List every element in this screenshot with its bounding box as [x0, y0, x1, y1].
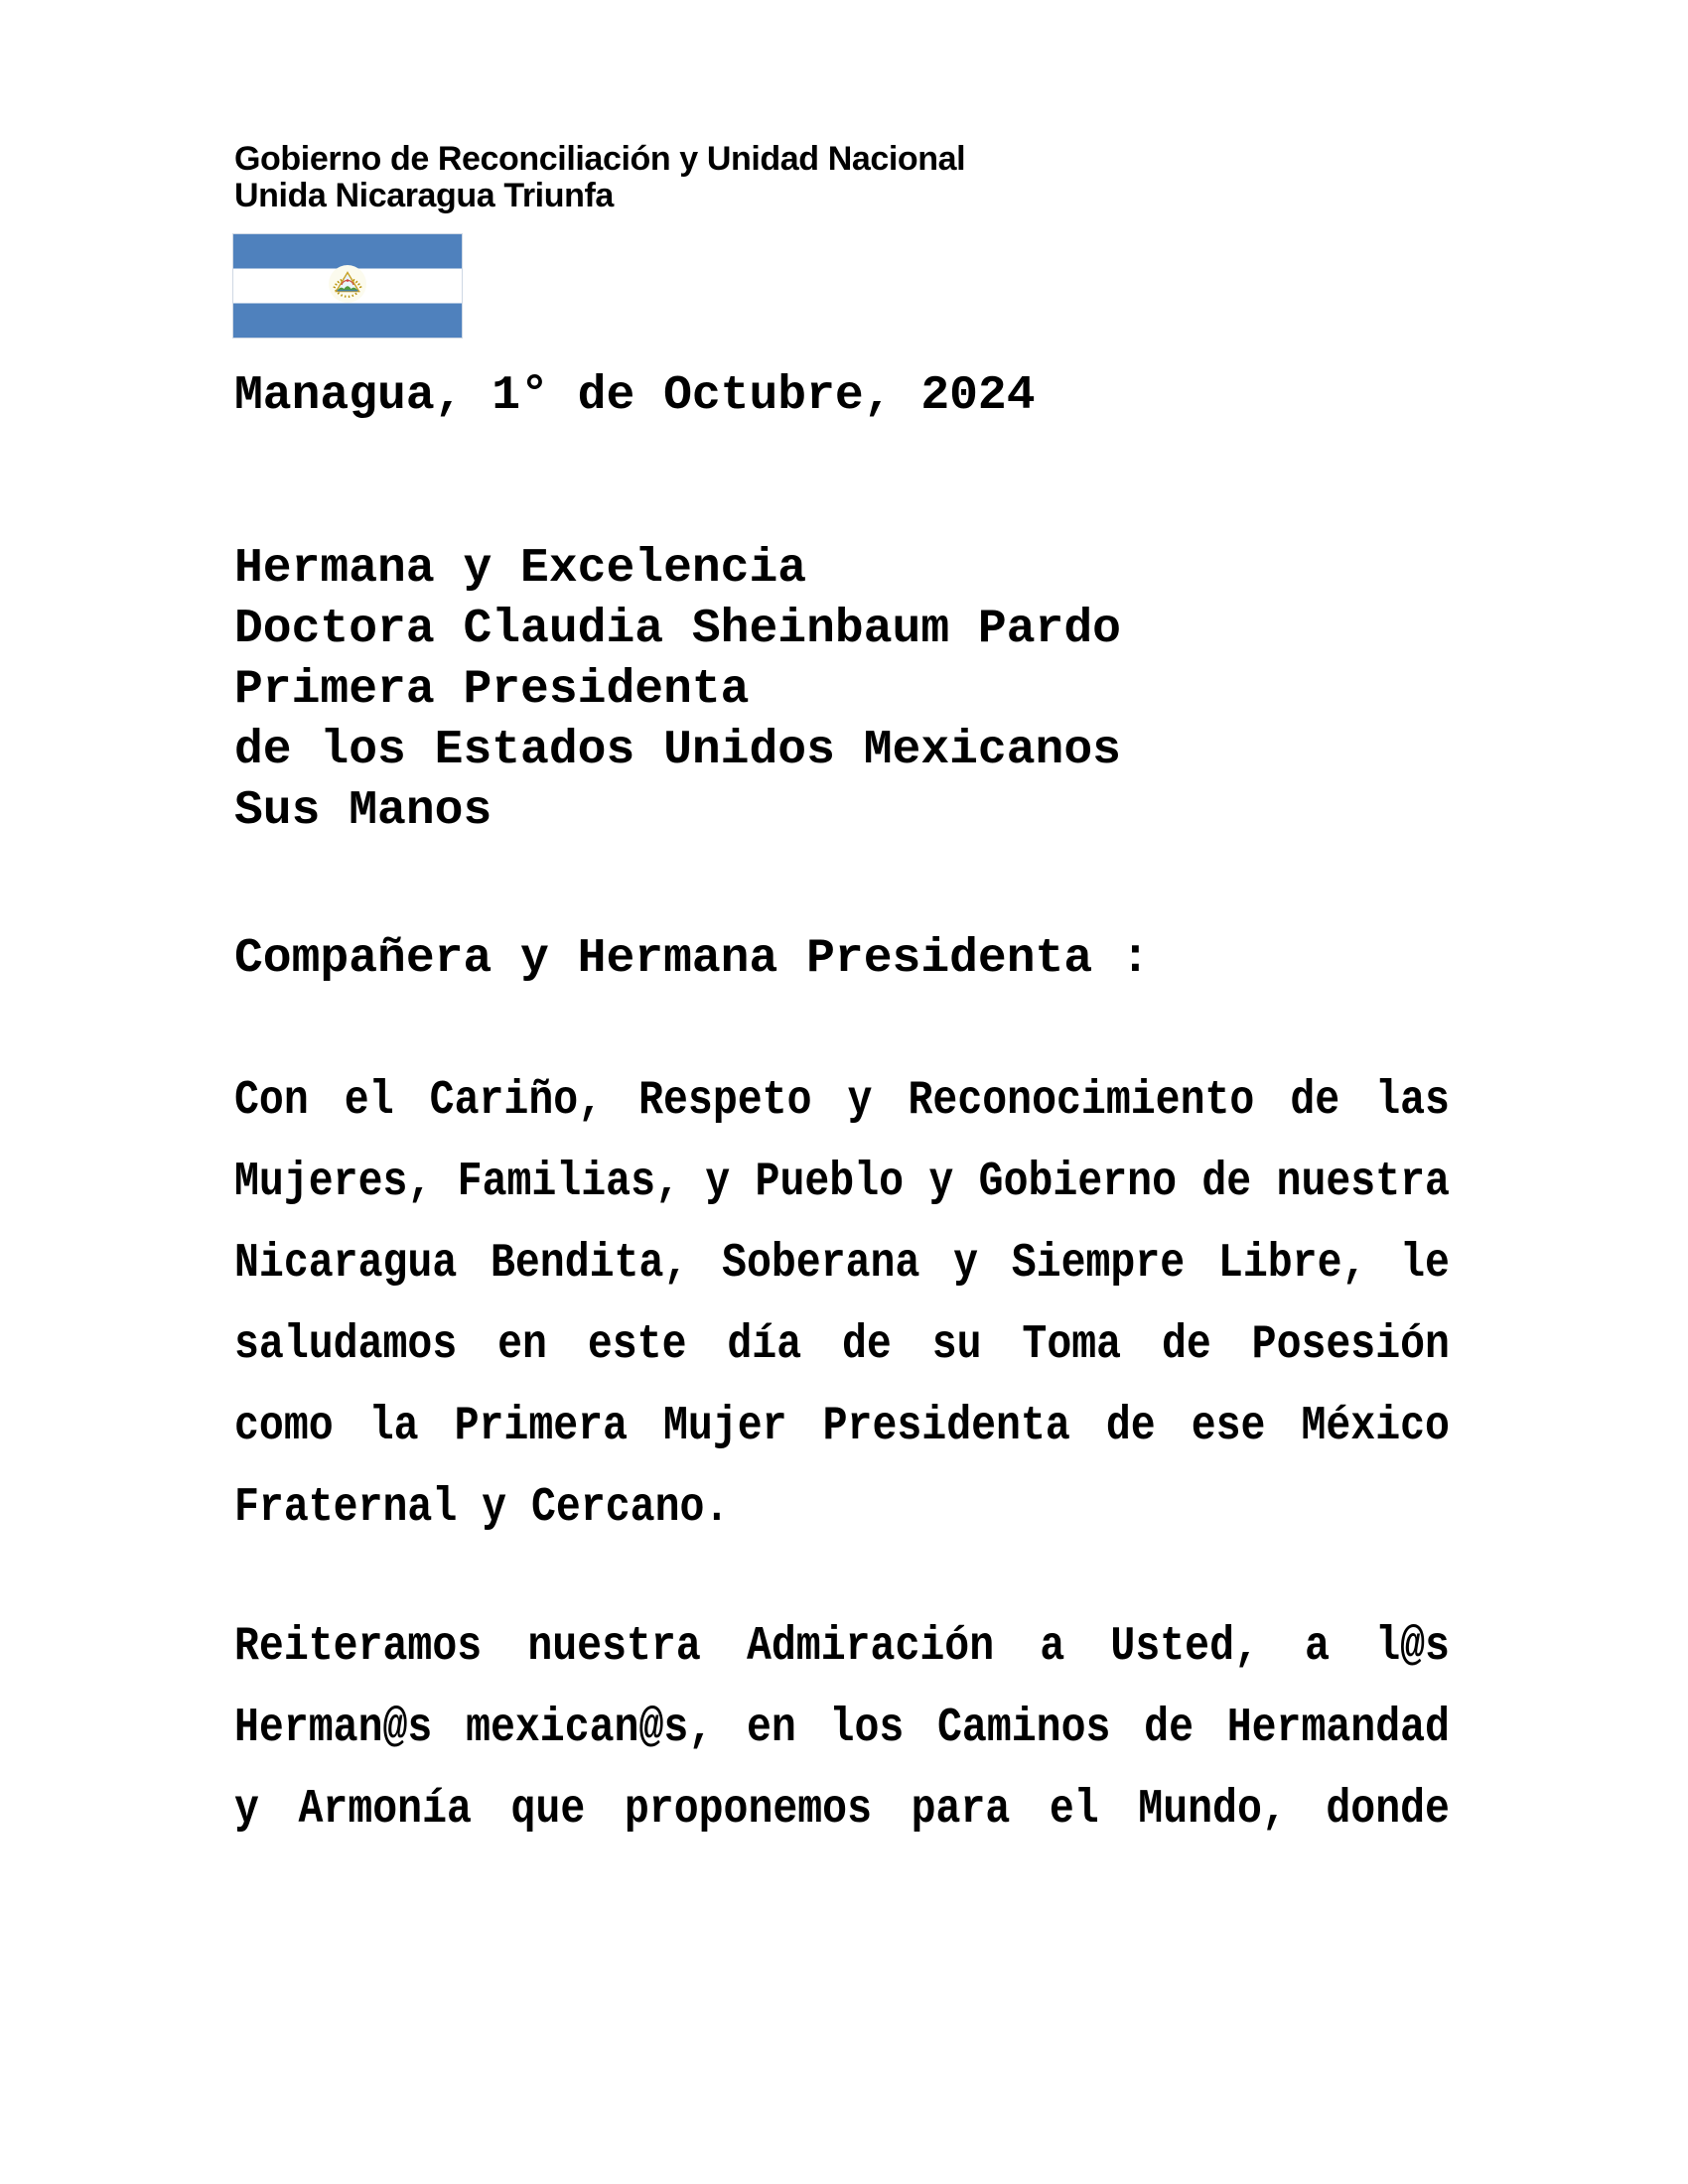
- recipient-line: Doctora Claudia Sheinbaum Pardo: [234, 603, 1121, 656]
- paragraph-1: [234, 1060, 1450, 1549]
- paragraph-line: y Armonía que proponemos para el Mundo, donde: [234, 1783, 1450, 1837]
- date-line: Managua, 1° de Octubre, 2024: [234, 369, 1036, 423]
- paragraph-line: Reiteramos nuestra Admiración a Usted, a l@s: [234, 1620, 1450, 1674]
- paragraph-line: saludamos en este día de su Toma de Posesión: [234, 1318, 1450, 1372]
- paragraph-2: [234, 1606, 1450, 1850]
- paragraph-line: Con el Cariño, Respeto y Reconocimiento de las: [234, 1074, 1450, 1128]
- letterhead-line-2: Unida Nicaragua Triunfa: [234, 177, 614, 214]
- nicaragua-flag-image: [233, 234, 462, 338]
- paragraph-line: Fraternal y Cercano.: [234, 1481, 730, 1535]
- recipient-line: Hermana y Excelencia: [234, 542, 807, 596]
- recipient-line: Primera Presidenta: [234, 663, 750, 717]
- paragraph-line: Nicaragua Bendita, Soberana y Siempre Libre, le: [234, 1237, 1450, 1291]
- recipient-line: de los Estados Unidos Mexicanos: [234, 724, 1121, 777]
- recipient-line: Sus Manos: [234, 784, 492, 838]
- recipient-block: [234, 539, 1121, 842]
- paragraph-line: Herman@s mexican@s, en los Caminos de Hermandad: [234, 1702, 1450, 1755]
- letterhead: [234, 141, 965, 214]
- nicaragua-coat-of-arms-icon: [328, 264, 367, 304]
- letterhead-line-1: Gobierno de Reconciliación y Unidad Nacional: [234, 140, 966, 178]
- paragraph-line: Mujeres, Familias, y Pueblo y Gobierno de nuestra: [234, 1156, 1450, 1209]
- salutation-line: Compañera y Hermana Presidenta :: [234, 932, 1150, 986]
- paragraph-line: como la Primera Mujer Presidenta de ese México: [234, 1400, 1450, 1453]
